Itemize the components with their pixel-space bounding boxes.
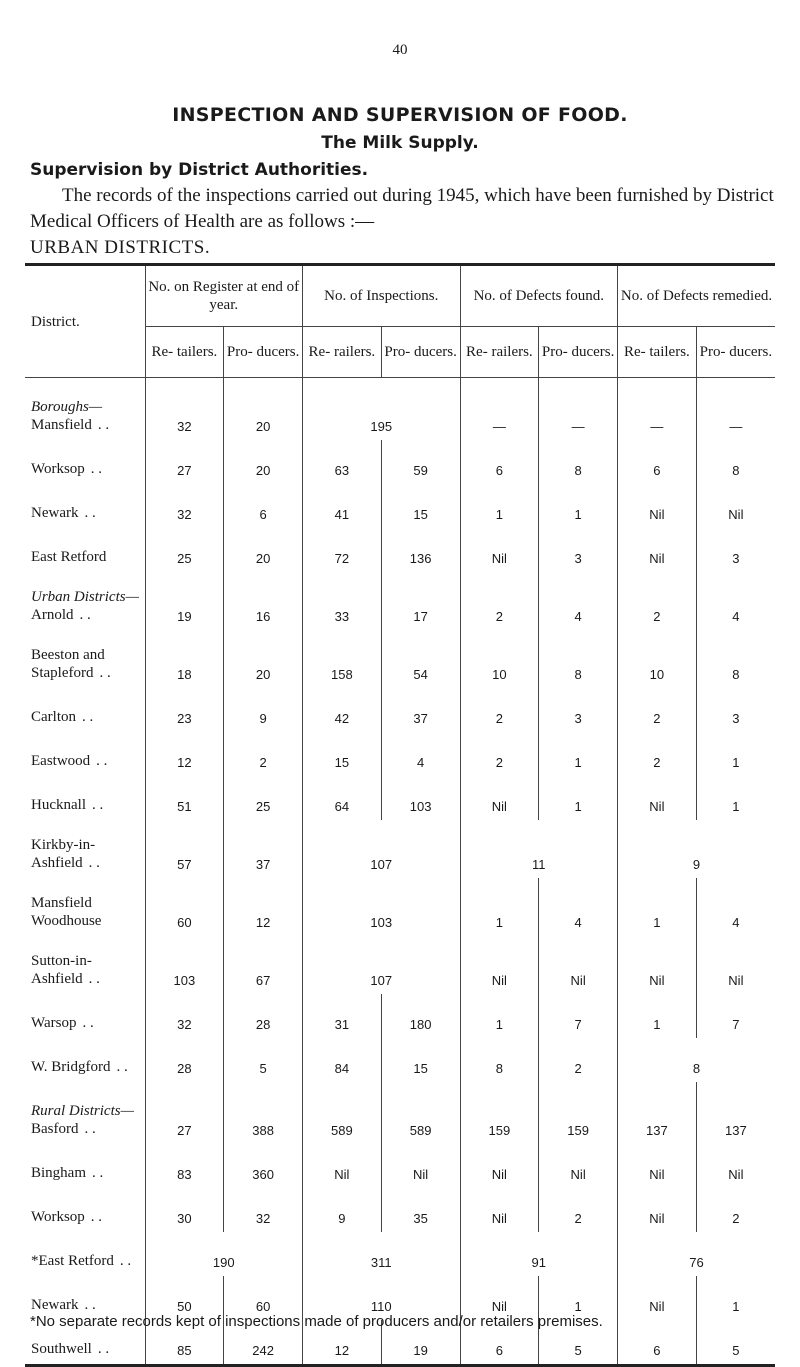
- district-name: Newark: [31, 1297, 79, 1313]
- register-producers: 28: [224, 994, 303, 1038]
- register-producers: 12: [224, 878, 303, 936]
- register-retailers: 18: [145, 630, 224, 688]
- register-retailers: 28: [145, 1038, 224, 1082]
- column-header-remedied-retailers: Re- tailers.: [618, 327, 697, 378]
- defects-producers: Nil: [539, 1144, 618, 1188]
- remedied-retailers: —: [618, 378, 697, 441]
- footnote: *No separate records kept of inspections made of producers and/or retailers premises.: [30, 1313, 603, 1330]
- table-row: [25, 572, 775, 630]
- register-producers: 6: [224, 484, 303, 528]
- defects-producers: 8: [539, 630, 618, 688]
- district-name: Basford: [31, 1121, 79, 1137]
- leader-dots: . .: [97, 417, 110, 433]
- register-retailers: 25: [145, 528, 224, 572]
- district-name: Warsop: [31, 1015, 77, 1031]
- inspections-combined: 107: [303, 936, 461, 994]
- defects-retailers: 10: [460, 630, 539, 688]
- inspections-producers: 59: [381, 440, 460, 484]
- inspections-retailers: 33: [303, 572, 382, 630]
- table-row: [25, 440, 775, 484]
- table-row: [25, 1082, 775, 1144]
- register-retailers: 19: [145, 572, 224, 630]
- defects-combined: 11: [460, 820, 618, 878]
- inspections-retailers: 84: [303, 1038, 382, 1082]
- defects-retailers: Nil: [460, 1188, 539, 1232]
- district-name: Eastwood: [31, 753, 91, 769]
- table-row: [25, 820, 775, 878]
- register-producers: 9: [224, 688, 303, 732]
- defects-retailers: 6: [460, 440, 539, 484]
- register-producers: 20: [224, 378, 303, 441]
- table-row: [25, 1232, 775, 1276]
- leader-dots: . .: [91, 797, 104, 813]
- remedied-retailers: 6: [618, 440, 697, 484]
- remedied-retailers: Nil: [618, 776, 697, 820]
- remedied-retailers: 6: [618, 1320, 697, 1366]
- remedied-retailers: 2: [618, 732, 697, 776]
- defects-producers: 2: [539, 1038, 618, 1082]
- defects-producers: 3: [539, 528, 618, 572]
- remedied-producers: Nil: [696, 936, 775, 994]
- register-retailers: 27: [145, 440, 224, 484]
- defects-producers: 1: [539, 732, 618, 776]
- column-header-inspections-producers: Pro- ducers.: [381, 327, 460, 378]
- register-retailers: 27: [145, 1082, 224, 1144]
- inspections-producers: 103: [381, 776, 460, 820]
- inspections-retailers: 15: [303, 732, 382, 776]
- remedied-retailers: Nil: [618, 528, 697, 572]
- district-name: Worksop: [31, 461, 85, 477]
- remedied-producers: 7: [696, 994, 775, 1038]
- leader-dots: . .: [99, 665, 111, 681]
- inspections-retailers: Nil: [303, 1144, 382, 1188]
- inspections-producers: 4: [381, 732, 460, 776]
- leader-dots: . .: [90, 461, 103, 477]
- leader-dots: . .: [88, 855, 100, 871]
- register-retailers: 30: [145, 1188, 224, 1232]
- defects-producers: 7: [539, 994, 618, 1038]
- inspections-retailers: 31: [303, 994, 382, 1038]
- remedied-producers: Nil: [696, 1144, 775, 1188]
- remedied-producers: 8: [696, 630, 775, 688]
- section-heading: Supervision by District Authorities.: [30, 160, 369, 180]
- register-producers: 388: [224, 1082, 303, 1144]
- district-name: Hucknall: [31, 797, 86, 813]
- register-retailers: 32: [145, 484, 224, 528]
- defects-producers: 1: [539, 484, 618, 528]
- inspections-retailers: 42: [303, 688, 382, 732]
- register-producers: 37: [224, 820, 303, 878]
- leader-dots: . .: [119, 1253, 132, 1269]
- inspections-combined: 107: [303, 820, 461, 878]
- urban-heading: URBAN DISTRICTS.: [30, 237, 211, 258]
- group-label-rural: Rural Districts—: [31, 1103, 134, 1119]
- table-row: [25, 1188, 775, 1232]
- inspections-combined: 195: [303, 378, 461, 441]
- defects-producers: 5: [539, 1320, 618, 1366]
- district-name: W. Bridgford: [31, 1059, 111, 1075]
- defects-producers: 3: [539, 688, 618, 732]
- register-producers: 60: [224, 1276, 303, 1320]
- table-row: [25, 630, 775, 688]
- column-header-register-producers: Pro- ducers.: [224, 327, 303, 378]
- remedied-producers: 2: [696, 1188, 775, 1232]
- register-retailers: 32: [145, 994, 224, 1038]
- remedied-producers: Nil: [696, 484, 775, 528]
- leader-dots: . .: [90, 1209, 103, 1225]
- inspections-retailers: 158: [303, 630, 382, 688]
- district-name: East Retford: [31, 549, 107, 565]
- column-header-district: District.: [25, 265, 145, 378]
- district-name: Southwell: [31, 1341, 92, 1357]
- register-retailers: 51: [145, 776, 224, 820]
- table-row: [25, 994, 775, 1038]
- inspections-producers: Nil: [381, 1144, 460, 1188]
- inspections-producers: 54: [381, 630, 460, 688]
- inspections-retailers: 72: [303, 528, 382, 572]
- leader-dots: . .: [84, 505, 96, 521]
- register-producers: 360: [224, 1144, 303, 1188]
- group-label-urban: Urban Districts—: [31, 589, 139, 605]
- column-header-defects-producers: Pro- ducers.: [539, 327, 618, 378]
- defects-retailers: —: [460, 378, 539, 441]
- register-producers: 16: [224, 572, 303, 630]
- defects-retailers: 159: [460, 1082, 539, 1144]
- table-row: [25, 878, 775, 936]
- defects-producers: 2: [539, 1188, 618, 1232]
- defects-retailers: 6: [460, 1320, 539, 1366]
- column-group-register: No. on Register at end of year.: [145, 265, 303, 327]
- defects-retailers: 2: [460, 688, 539, 732]
- register-producers: 2: [224, 732, 303, 776]
- register-producers: 20: [224, 630, 303, 688]
- inspections-retailers: 9: [303, 1188, 382, 1232]
- intro-paragraph: The records of the inspections carried out during 1945, which have been furnished by District Medical Officers of Health are as follows :—: [30, 185, 774, 232]
- district-name: Mansfield Woodhouse: [31, 895, 102, 929]
- defects-retailers: 1: [460, 994, 539, 1038]
- defects-retailers: Nil: [460, 1144, 539, 1188]
- defects-retailers: 1: [460, 484, 539, 528]
- inspections-producers: 35: [381, 1188, 460, 1232]
- district-name: Kirkby-in- Ashfield: [31, 837, 96, 871]
- defects-producers: 1: [539, 1276, 618, 1320]
- district-name: Beeston and Stapleford: [31, 647, 105, 681]
- table-row: [25, 484, 775, 528]
- remedied-producers: 4: [696, 878, 775, 936]
- remedied-producers: 1: [696, 776, 775, 820]
- inspections-producers: 136: [381, 528, 460, 572]
- table-row: [25, 688, 775, 732]
- remedied-producers: 5: [696, 1320, 775, 1366]
- register-producers: 25: [224, 776, 303, 820]
- leader-dots: . .: [84, 1297, 96, 1313]
- remedied-retailers: 1: [618, 994, 697, 1038]
- remedied-retailers: 10: [618, 630, 697, 688]
- inspections-combined: 311: [303, 1232, 461, 1276]
- leader-dots: . .: [88, 971, 100, 987]
- district-name: *East Retford: [31, 1253, 114, 1269]
- defects-producers: 8: [539, 440, 618, 484]
- inspections-retailers: 64: [303, 776, 382, 820]
- remedied-producers: 8: [696, 440, 775, 484]
- register-producers: 20: [224, 440, 303, 484]
- inspections-producers: 17: [381, 572, 460, 630]
- inspections-retailers: 589: [303, 1082, 382, 1144]
- register-producers: 20: [224, 528, 303, 572]
- defects-retailers: Nil: [460, 1276, 539, 1320]
- column-header-defects-retailers: Re- railers.: [460, 327, 539, 378]
- leader-dots: . .: [82, 1015, 94, 1031]
- remedied-retailers: 2: [618, 572, 697, 630]
- remedied-producers: 3: [696, 528, 775, 572]
- page-number: 40: [392, 42, 408, 58]
- register-retailers: 60: [145, 878, 224, 936]
- leader-dots: . .: [116, 1059, 128, 1075]
- district-name: Arnold: [31, 607, 74, 623]
- remedied-producers: —: [696, 378, 775, 441]
- table-row: [25, 936, 775, 994]
- column-group-defects-found: No. of Defects found.: [460, 265, 618, 327]
- remedied-combined: 9: [618, 820, 776, 878]
- group-label-boroughs: Boroughs—: [31, 399, 103, 415]
- leader-dots: . .: [82, 709, 94, 725]
- column-group-inspections: No. of Inspections.: [303, 265, 461, 327]
- register-producers: 32: [224, 1188, 303, 1232]
- register-producers: 242: [224, 1320, 303, 1366]
- table-row: [25, 732, 775, 776]
- inspections-producers: 15: [381, 484, 460, 528]
- remedied-retailers: Nil: [618, 1276, 697, 1320]
- defects-retailers: Nil: [460, 528, 539, 572]
- remedied-combined: 76: [618, 1232, 776, 1276]
- register-retailers: 85: [145, 1320, 224, 1366]
- district-name: Worksop: [31, 1209, 85, 1225]
- register-retailers: 83: [145, 1144, 224, 1188]
- remedied-retailers: Nil: [618, 484, 697, 528]
- column-group-defects-remedied: No. of Defects remedied.: [618, 265, 776, 327]
- register-retailers: 12: [145, 732, 224, 776]
- table-row: [25, 378, 775, 441]
- register-retailers: 50: [145, 1276, 224, 1320]
- defects-combined: 91: [460, 1232, 618, 1276]
- defects-retailers: 2: [460, 732, 539, 776]
- remedied-producers: 1: [696, 1276, 775, 1320]
- inspections-producers: 180: [381, 994, 460, 1038]
- defects-retailers: 1: [460, 878, 539, 936]
- defects-producers: 4: [539, 572, 618, 630]
- column-header-remedied-producers: Pro- ducers.: [696, 327, 775, 378]
- inspections-producers: 589: [381, 1082, 460, 1144]
- inspections-combined: 110: [303, 1276, 461, 1320]
- remedied-retailers: Nil: [618, 1144, 697, 1188]
- defects-producers: 1: [539, 776, 618, 820]
- defects-retailers: Nil: [460, 776, 539, 820]
- inspections-retailers: 12: [303, 1320, 382, 1366]
- register-retailers: 23: [145, 688, 224, 732]
- remedied-retailers: 2: [618, 688, 697, 732]
- remedied-retailers: Nil: [618, 936, 697, 994]
- table-row: [25, 776, 775, 820]
- inspections-producers: 37: [381, 688, 460, 732]
- leader-dots: . .: [97, 1341, 110, 1357]
- table-row: [25, 1038, 775, 1082]
- page-subtitle: The Milk Supply.: [321, 133, 479, 153]
- remedied-retailers: 137: [618, 1082, 697, 1144]
- district-name: Sutton-in- Ashfield: [31, 953, 92, 987]
- remedied-producers: 1: [696, 732, 775, 776]
- defects-producers: Nil: [539, 936, 618, 994]
- leader-dots: . .: [96, 753, 108, 769]
- district-name: Bingham: [31, 1165, 86, 1181]
- inspections-retailers: 63: [303, 440, 382, 484]
- page-title: INSPECTION AND SUPERVISION OF FOOD.: [172, 104, 628, 126]
- inspections-producers: 19: [381, 1320, 460, 1366]
- inspection-table: [25, 263, 775, 1367]
- table-row: [25, 1144, 775, 1188]
- column-header-inspections-retailers: Re- railers.: [303, 327, 382, 378]
- register-producers: 5: [224, 1038, 303, 1082]
- column-header-register-retailers: Re- tailers.: [145, 327, 224, 378]
- inspections-retailers: 41: [303, 484, 382, 528]
- defects-producers: 159: [539, 1082, 618, 1144]
- district-name: Carlton: [31, 709, 76, 725]
- register-retailers: 103: [145, 936, 224, 994]
- register-retailers: 32: [145, 378, 224, 441]
- remedied-producers: 137: [696, 1082, 775, 1144]
- leader-dots: . .: [92, 1165, 104, 1181]
- remedied-retailers: Nil: [618, 1188, 697, 1232]
- leader-dots: . .: [84, 1121, 96, 1137]
- register-producers: 67: [224, 936, 303, 994]
- leader-dots: . .: [79, 607, 91, 623]
- inspections-producers: 15: [381, 1038, 460, 1082]
- district-name: Newark: [31, 505, 79, 521]
- register-retailers: 57: [145, 820, 224, 878]
- remedied-producers: 3: [696, 688, 775, 732]
- defects-producers: 4: [539, 878, 618, 936]
- register-combined: 190: [145, 1232, 303, 1276]
- inspections-combined: 103: [303, 878, 461, 936]
- remedied-producers: 4: [696, 572, 775, 630]
- defects-retailers: 2: [460, 572, 539, 630]
- district-name: Mansfield: [31, 417, 92, 433]
- table-row: [25, 528, 775, 572]
- defects-retailers: 8: [460, 1038, 539, 1082]
- defects-retailers: Nil: [460, 936, 539, 994]
- remedied-combined: 8: [618, 1038, 776, 1082]
- defects-producers: —: [539, 378, 618, 441]
- remedied-retailers: 1: [618, 878, 697, 936]
